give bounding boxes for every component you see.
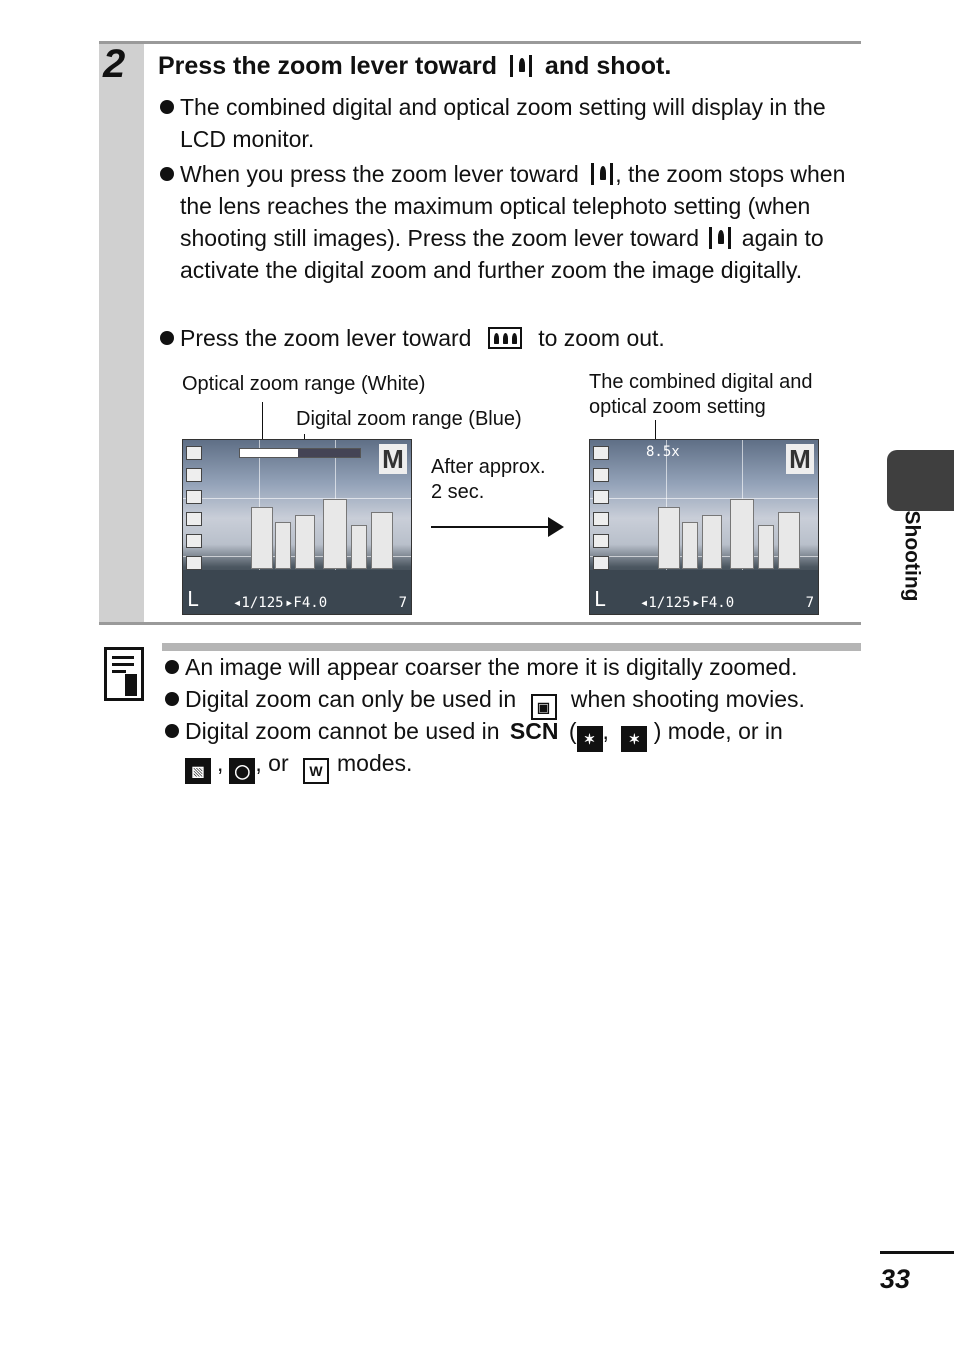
mode-m-icon: M [786,444,814,474]
bullet-dot [160,331,174,345]
lcd-size: L [594,587,607,611]
telephoto-icon [510,55,532,77]
telephoto-icon [709,227,731,249]
note-bullet-3-f: , or [255,750,289,776]
lcd-shots: 7 [398,595,407,611]
label-combined-1: The combined digital and [589,371,813,393]
note-bullet-3-line2 [185,747,412,784]
label-combined-2: optical zoom setting [589,396,766,418]
chapter-tab [887,450,954,511]
chapter-label [894,510,924,631]
step-title-pre: Press the zoom lever toward [158,52,498,80]
step-bullet-3-a: Press the zoom lever toward [180,325,472,351]
note-rule [162,643,861,651]
step-title-post: and shoot. [544,52,672,80]
lcd-shots: 7 [805,595,814,611]
lcd-screen-after [589,439,819,615]
telephoto-icon [591,163,613,185]
step-title [158,52,671,81]
bullet-dot [160,100,174,114]
page-number: 33 [880,1264,911,1294]
after-label-1: After approx. [431,456,546,478]
self-timer-icon: ◯ [229,758,255,784]
bullet-dot [165,692,179,706]
after-label-2: 2 sec. [431,481,485,503]
lcd-shutter: ◂1/125 [233,595,284,611]
note-bullet-3-g: modes. [337,750,413,776]
lcd-size: L [187,587,200,611]
step-bullet-2-c: again to activate the digital zoom and further zoom the image digitally. [180,225,824,283]
step-bullet-2 [180,158,860,286]
kids-pets-shutter-icon: ✶ [621,726,647,752]
note-icon [104,647,144,701]
zoom-bar [239,448,361,458]
lcd-aperture: ▸F4.0 [692,595,735,611]
step-bullet-2-b: , the zoom stops when the lens reaches the maximum optical telephoto setting (when shooting still images). Press the zoom lever toward [180,161,846,251]
step-number-column [99,44,144,622]
movie-mode-icon: ▣ [531,694,557,720]
lcd-zoom-value: 8.5x [646,444,680,460]
bullet-dot [165,660,179,674]
page-rule [880,1251,954,1254]
kids-pets-auto-icon: ✶ [577,726,603,752]
scn-icon: SCN [509,718,559,744]
note-bullet-1: An image will appear coarser the more it is digitally zoomed. [185,654,798,680]
note-bullet-3-b: ( [568,718,577,744]
step-bullet-2-a: When you press the zoom lever toward [180,161,579,187]
mode-m-icon: M [379,444,407,474]
lcd-aperture: ▸F4.0 [285,595,328,611]
note-bullet-3-a: Digital zoom cannot be used in [185,718,500,744]
chapter-label-text: Shooting [900,510,924,602]
label-optical-zoom: Optical zoom range (White) [182,373,426,395]
note-bullet-3-d: ) mode, or in [653,718,783,744]
step-bullet-1: The combined digital and optical zoom setting will display in the LCD monitor. [180,94,826,152]
note-bullet-3-e: , [217,750,224,776]
step-bottom-rule [99,622,861,625]
note-bullet-2-b: when shooting movies. [570,686,805,712]
bullet-dot [160,167,174,181]
note-bullet-2-a: Digital zoom can only be used in [185,686,517,712]
arrow-head-icon [548,517,564,537]
label-digital-zoom: Digital zoom range (Blue) [296,408,522,430]
step-bullet-3-b: to zoom out. [538,325,665,351]
step-number: 2 [103,42,126,86]
step-top-rule [99,41,861,44]
step-bullet-3 [180,322,860,354]
wide-angle-icon [488,327,522,349]
lcd-shutter: ◂1/125 [640,595,691,611]
bullet-dot [165,724,179,738]
arrow [431,526,549,528]
lcd-screen-before [182,439,412,615]
note-bullet-3-c: , [602,718,609,744]
mode-w-icon: W [303,758,329,784]
stitch-assist-icon: ▧ [185,758,211,784]
